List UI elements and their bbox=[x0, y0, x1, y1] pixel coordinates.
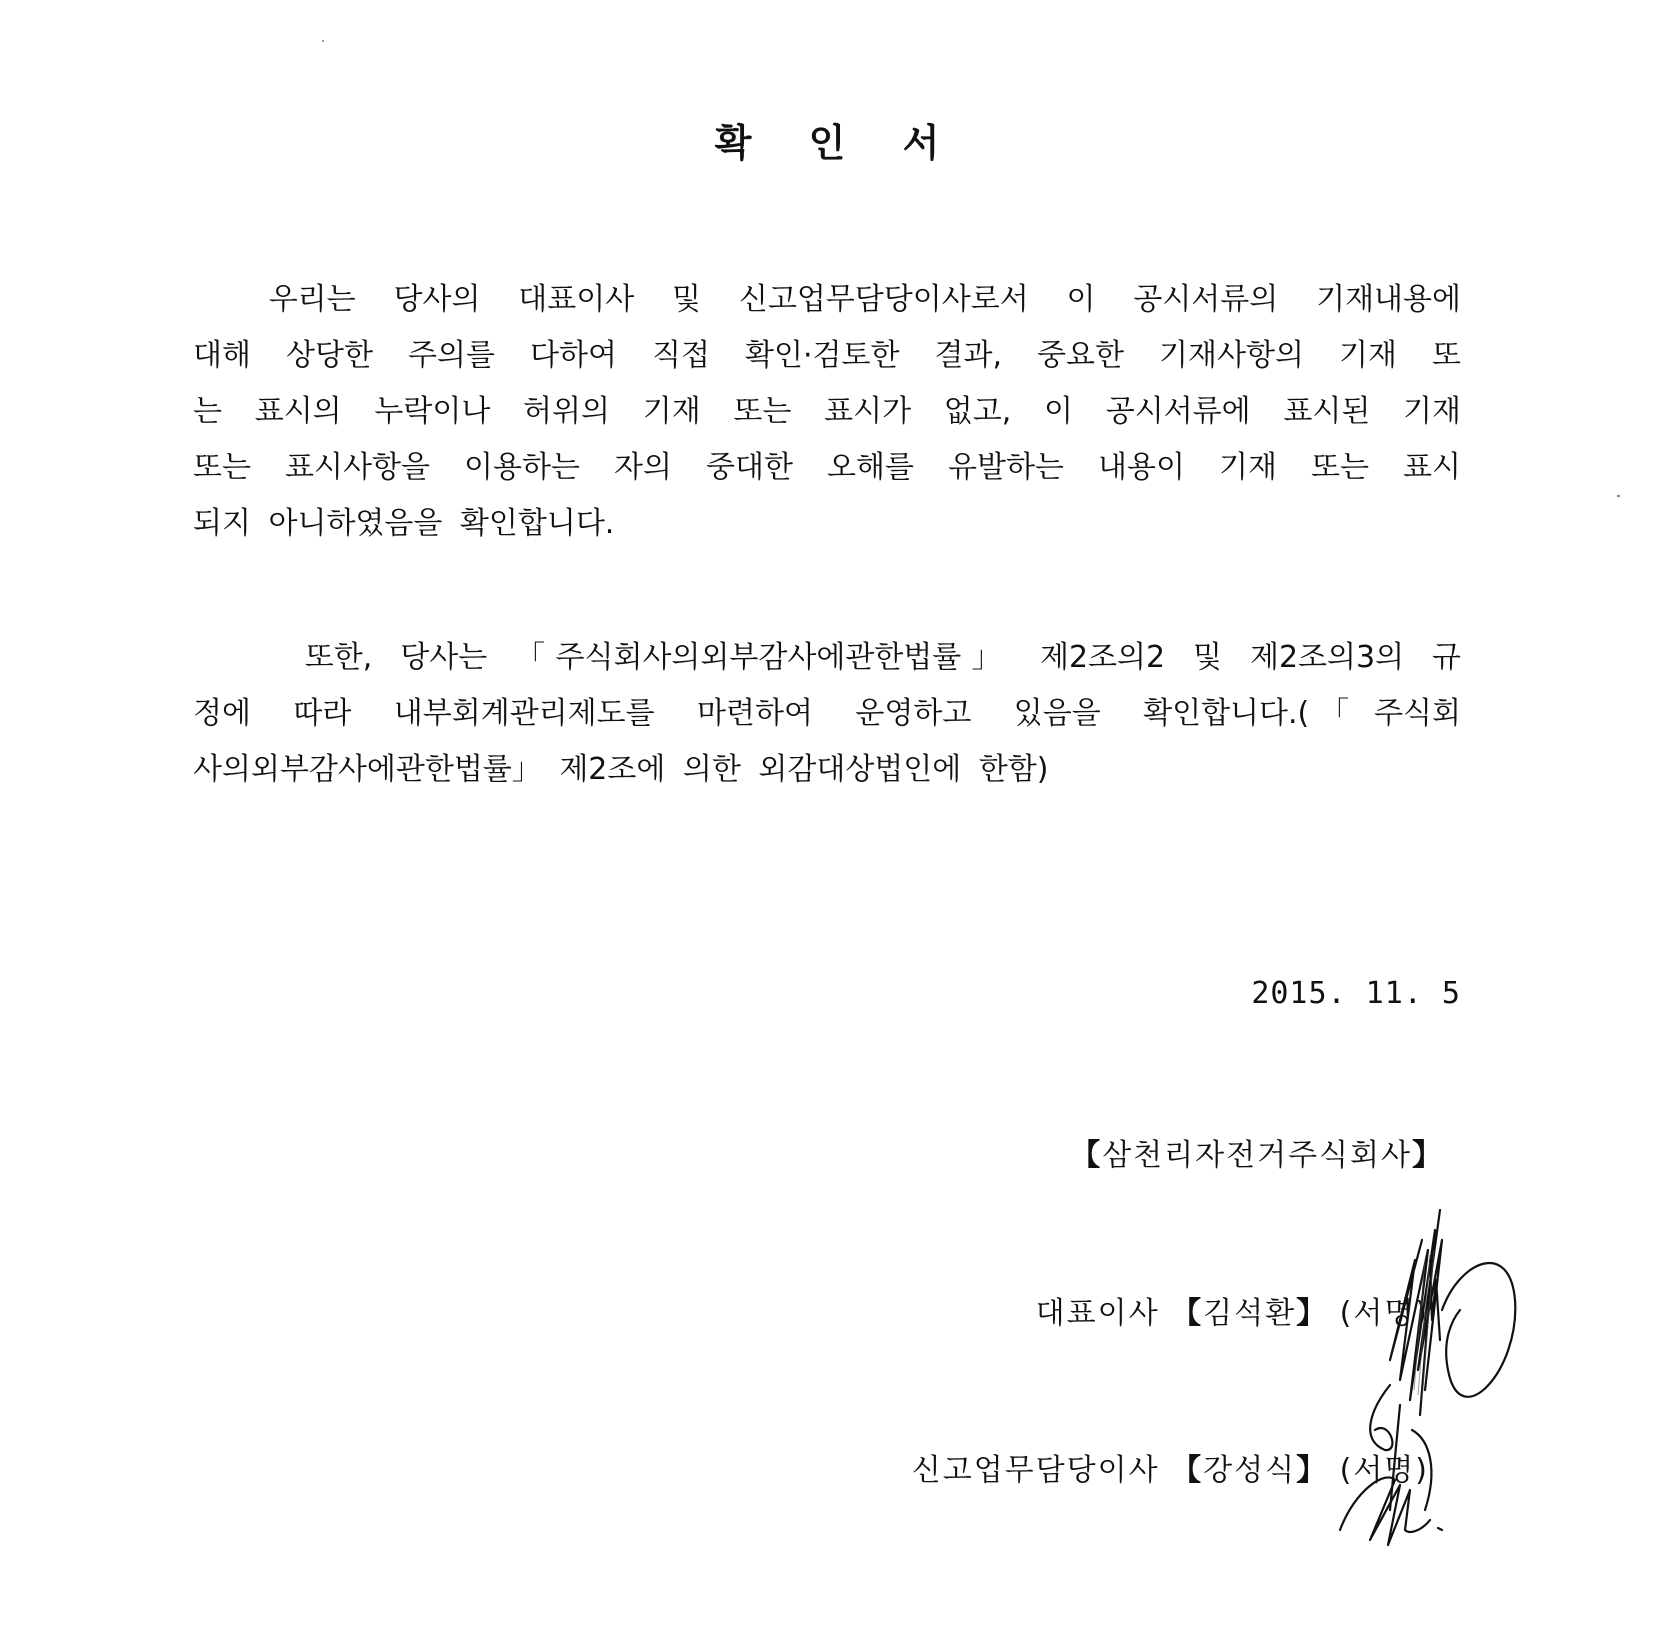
paragraph-line: 는 표시의 누락이나 허위의 기재 또는 표시가 없고, 이 공시서류에 표시된 기재 bbox=[193, 394, 1461, 429]
paragraph-line: 또한, 당사는 「주식회사의외부감사에관한법률」 제2조의2 및 제2조의3의 규 bbox=[193, 640, 1461, 675]
signatory-name: 김석환 bbox=[1203, 1296, 1297, 1331]
paragraph-line: 사의외부감사에관한법률」 제2조에 의한 외감대상법인에 한함) bbox=[193, 752, 1049, 787]
paragraph-line: 우리는 당사의 대표이사 및 신고업무담당이사로서 이 공시서류의 기재내용에 bbox=[193, 282, 1461, 317]
open-bracket: 【 bbox=[1171, 1453, 1204, 1488]
close-bracket: 】 bbox=[1412, 1138, 1444, 1173]
paragraph-internal-control bbox=[193, 630, 1461, 798]
signatory-name: 강성식 bbox=[1203, 1453, 1297, 1488]
signatory-ceo bbox=[1036, 1288, 1429, 1332]
paragraph-line: 대해 상당한 주의를 다하여 직접 확인·검토한 결과, 중요한 기재사항의 기재 또 bbox=[193, 338, 1461, 373]
close-bracket: 】 bbox=[1296, 1453, 1329, 1488]
document-date: 2015. 11. 5 bbox=[1251, 976, 1461, 1011]
signatory-disclosure-officer bbox=[912, 1445, 1429, 1489]
close-bracket: 】 bbox=[1296, 1296, 1329, 1331]
document-title: 확 인 서 bbox=[714, 120, 962, 165]
scan-speck bbox=[1617, 495, 1620, 497]
paragraph-line: 정에 따라 내부회계관리제도를 마련하여 운영하고 있음을 확인합니다.(「주식회 bbox=[193, 696, 1461, 731]
paragraph-line: 또는 표시사항을 이용하는 자의 중대한 오해를 유발하는 내용이 기재 또는 표시 bbox=[193, 450, 1461, 485]
signatory-role: 대표이사 bbox=[1035, 1296, 1160, 1331]
signatory-role: 신고업무담당이사 bbox=[911, 1453, 1160, 1488]
open-bracket: 【 bbox=[1171, 1296, 1204, 1331]
open-bracket: 【 bbox=[1070, 1138, 1103, 1173]
company-name: 삼천리자전거주식회사 bbox=[1102, 1138, 1412, 1173]
company-name-block bbox=[1070, 1130, 1444, 1174]
signature-label: (서명) bbox=[1339, 1296, 1429, 1331]
scan-speck bbox=[322, 40, 324, 42]
paragraph-line: 되지 아니하였음을 확인합니다. bbox=[193, 506, 615, 541]
signature-label: (서명) bbox=[1339, 1453, 1429, 1488]
paragraph-confirmation bbox=[193, 272, 1461, 552]
